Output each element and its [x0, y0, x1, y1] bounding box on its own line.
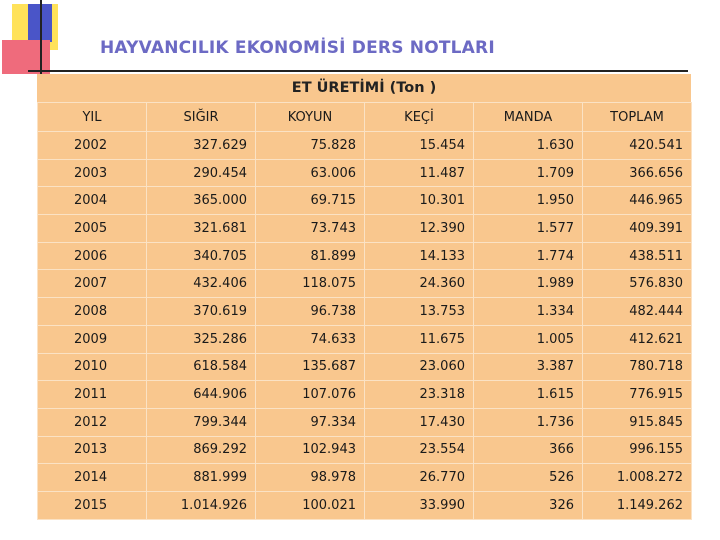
- cell-sheep: 102.943: [256, 436, 365, 464]
- cell-year: 2012: [38, 408, 147, 436]
- cell-buffalo: 526: [474, 464, 583, 492]
- cell-total: 576.830: [583, 270, 692, 298]
- cell-year: 2005: [38, 215, 147, 243]
- data-table: [37, 102, 692, 520]
- cell-total: 482.444: [583, 298, 692, 326]
- cell-buffalo: 3.387: [474, 353, 583, 381]
- cell-total: 915.845: [583, 408, 692, 436]
- cell-goat: 12.390: [365, 215, 474, 243]
- cell-year: 2003: [38, 159, 147, 187]
- cell-buffalo: 326: [474, 491, 583, 519]
- logo-red-block: [2, 40, 50, 74]
- cell-sheep: 69.715: [256, 187, 365, 215]
- cell-goat: 17.430: [365, 408, 474, 436]
- cell-goat: 11.487: [365, 159, 474, 187]
- cell-cattle: 432.406: [147, 270, 256, 298]
- cell-buffalo: 1.630: [474, 132, 583, 160]
- cell-sheep: 63.006: [256, 159, 365, 187]
- table-row: [38, 464, 692, 492]
- cell-year: 2007: [38, 270, 147, 298]
- cell-year: 2011: [38, 381, 147, 409]
- cell-total: 1.008.272: [583, 464, 692, 492]
- cell-goat: 23.318: [365, 381, 474, 409]
- cell-goat: 13.753: [365, 298, 474, 326]
- table-header-row: [38, 103, 692, 132]
- cell-buffalo: 366: [474, 436, 583, 464]
- cell-cattle: 365.000: [147, 187, 256, 215]
- cell-cattle: 881.999: [147, 464, 256, 492]
- column-header-sheep: KOYUN: [256, 103, 365, 132]
- cell-goat: 11.675: [365, 325, 474, 353]
- cell-year: 2009: [38, 325, 147, 353]
- table-row: [38, 298, 692, 326]
- cell-cattle: 1.014.926: [147, 491, 256, 519]
- cell-sheep: 118.075: [256, 270, 365, 298]
- cell-total: 409.391: [583, 215, 692, 243]
- cell-sheep: 98.978: [256, 464, 365, 492]
- cell-goat: 23.554: [365, 436, 474, 464]
- table-row: [38, 159, 692, 187]
- cell-buffalo: 1.950: [474, 187, 583, 215]
- cell-sheep: 100.021: [256, 491, 365, 519]
- cell-cattle: 869.292: [147, 436, 256, 464]
- cell-sheep: 96.738: [256, 298, 365, 326]
- cell-sheep: 107.076: [256, 381, 365, 409]
- table-row: [38, 270, 692, 298]
- table-row: [38, 353, 692, 381]
- cell-sheep: 74.633: [256, 325, 365, 353]
- cell-year: 2004: [38, 187, 147, 215]
- cell-buffalo: 1.615: [474, 381, 583, 409]
- table-row: [38, 381, 692, 409]
- cell-buffalo: 1.005: [474, 325, 583, 353]
- cell-cattle: 327.629: [147, 132, 256, 160]
- table-row: [38, 132, 692, 160]
- table-row: [38, 436, 692, 464]
- cell-sheep: 135.687: [256, 353, 365, 381]
- column-header-cattle: SIĞIR: [147, 103, 256, 132]
- cell-sheep: 73.743: [256, 215, 365, 243]
- cell-total: 780.718: [583, 353, 692, 381]
- cell-cattle: 325.286: [147, 325, 256, 353]
- cell-buffalo: 1.334: [474, 298, 583, 326]
- column-header-year: YIL: [38, 103, 147, 132]
- cell-cattle: 618.584: [147, 353, 256, 381]
- cell-total: 412.621: [583, 325, 692, 353]
- cell-year: 2015: [38, 491, 147, 519]
- cell-total: 776.915: [583, 381, 692, 409]
- cell-buffalo: 1.774: [474, 242, 583, 270]
- table-caption: ET ÜRETİMİ (Ton ): [291, 80, 437, 96]
- cell-cattle: 321.681: [147, 215, 256, 243]
- cell-cattle: 370.619: [147, 298, 256, 326]
- cell-total: 996.155: [583, 436, 692, 464]
- table-row: [38, 491, 692, 519]
- cell-total: 366.656: [583, 159, 692, 187]
- table-row: [38, 215, 692, 243]
- cell-goat: 24.360: [365, 270, 474, 298]
- cell-cattle: 799.344: [147, 408, 256, 436]
- cell-sheep: 75.828: [256, 132, 365, 160]
- cell-cattle: 644.906: [147, 381, 256, 409]
- cell-year: 2014: [38, 464, 147, 492]
- cell-sheep: 81.899: [256, 242, 365, 270]
- column-header-goat: KEÇİ: [365, 103, 474, 132]
- title-divider-line: [28, 70, 688, 72]
- table-body: [38, 132, 692, 520]
- cell-total: 438.511: [583, 242, 692, 270]
- cell-year: 2010: [38, 353, 147, 381]
- cell-year: 2008: [38, 298, 147, 326]
- table-row: [38, 408, 692, 436]
- cell-goat: 15.454: [365, 132, 474, 160]
- cell-buffalo: 1.989: [474, 270, 583, 298]
- meat-production-table: [37, 74, 691, 520]
- cell-year: 2006: [38, 242, 147, 270]
- cell-total: 446.965: [583, 187, 692, 215]
- cell-sheep: 97.334: [256, 408, 365, 436]
- cell-buffalo: 1.736: [474, 408, 583, 436]
- cell-goat: 10.301: [365, 187, 474, 215]
- cell-goat: 14.133: [365, 242, 474, 270]
- column-header-buffalo: MANDA: [474, 103, 583, 132]
- column-header-total: TOPLAM: [583, 103, 692, 132]
- cell-year: 2002: [38, 132, 147, 160]
- cell-total: 420.541: [583, 132, 692, 160]
- cell-goat: 26.770: [365, 464, 474, 492]
- cell-total: 1.149.262: [583, 491, 692, 519]
- cell-buffalo: 1.577: [474, 215, 583, 243]
- table-row: [38, 187, 692, 215]
- cell-buffalo: 1.709: [474, 159, 583, 187]
- cell-goat: 33.990: [365, 491, 474, 519]
- cell-goat: 23.060: [365, 353, 474, 381]
- cell-cattle: 290.454: [147, 159, 256, 187]
- table-row: [38, 242, 692, 270]
- cell-cattle: 340.705: [147, 242, 256, 270]
- page-title: HAYVANCILIK EKONOMİSİ DERS NOTLARI: [100, 38, 495, 58]
- cell-year: 2013: [38, 436, 147, 464]
- table-row: [38, 325, 692, 353]
